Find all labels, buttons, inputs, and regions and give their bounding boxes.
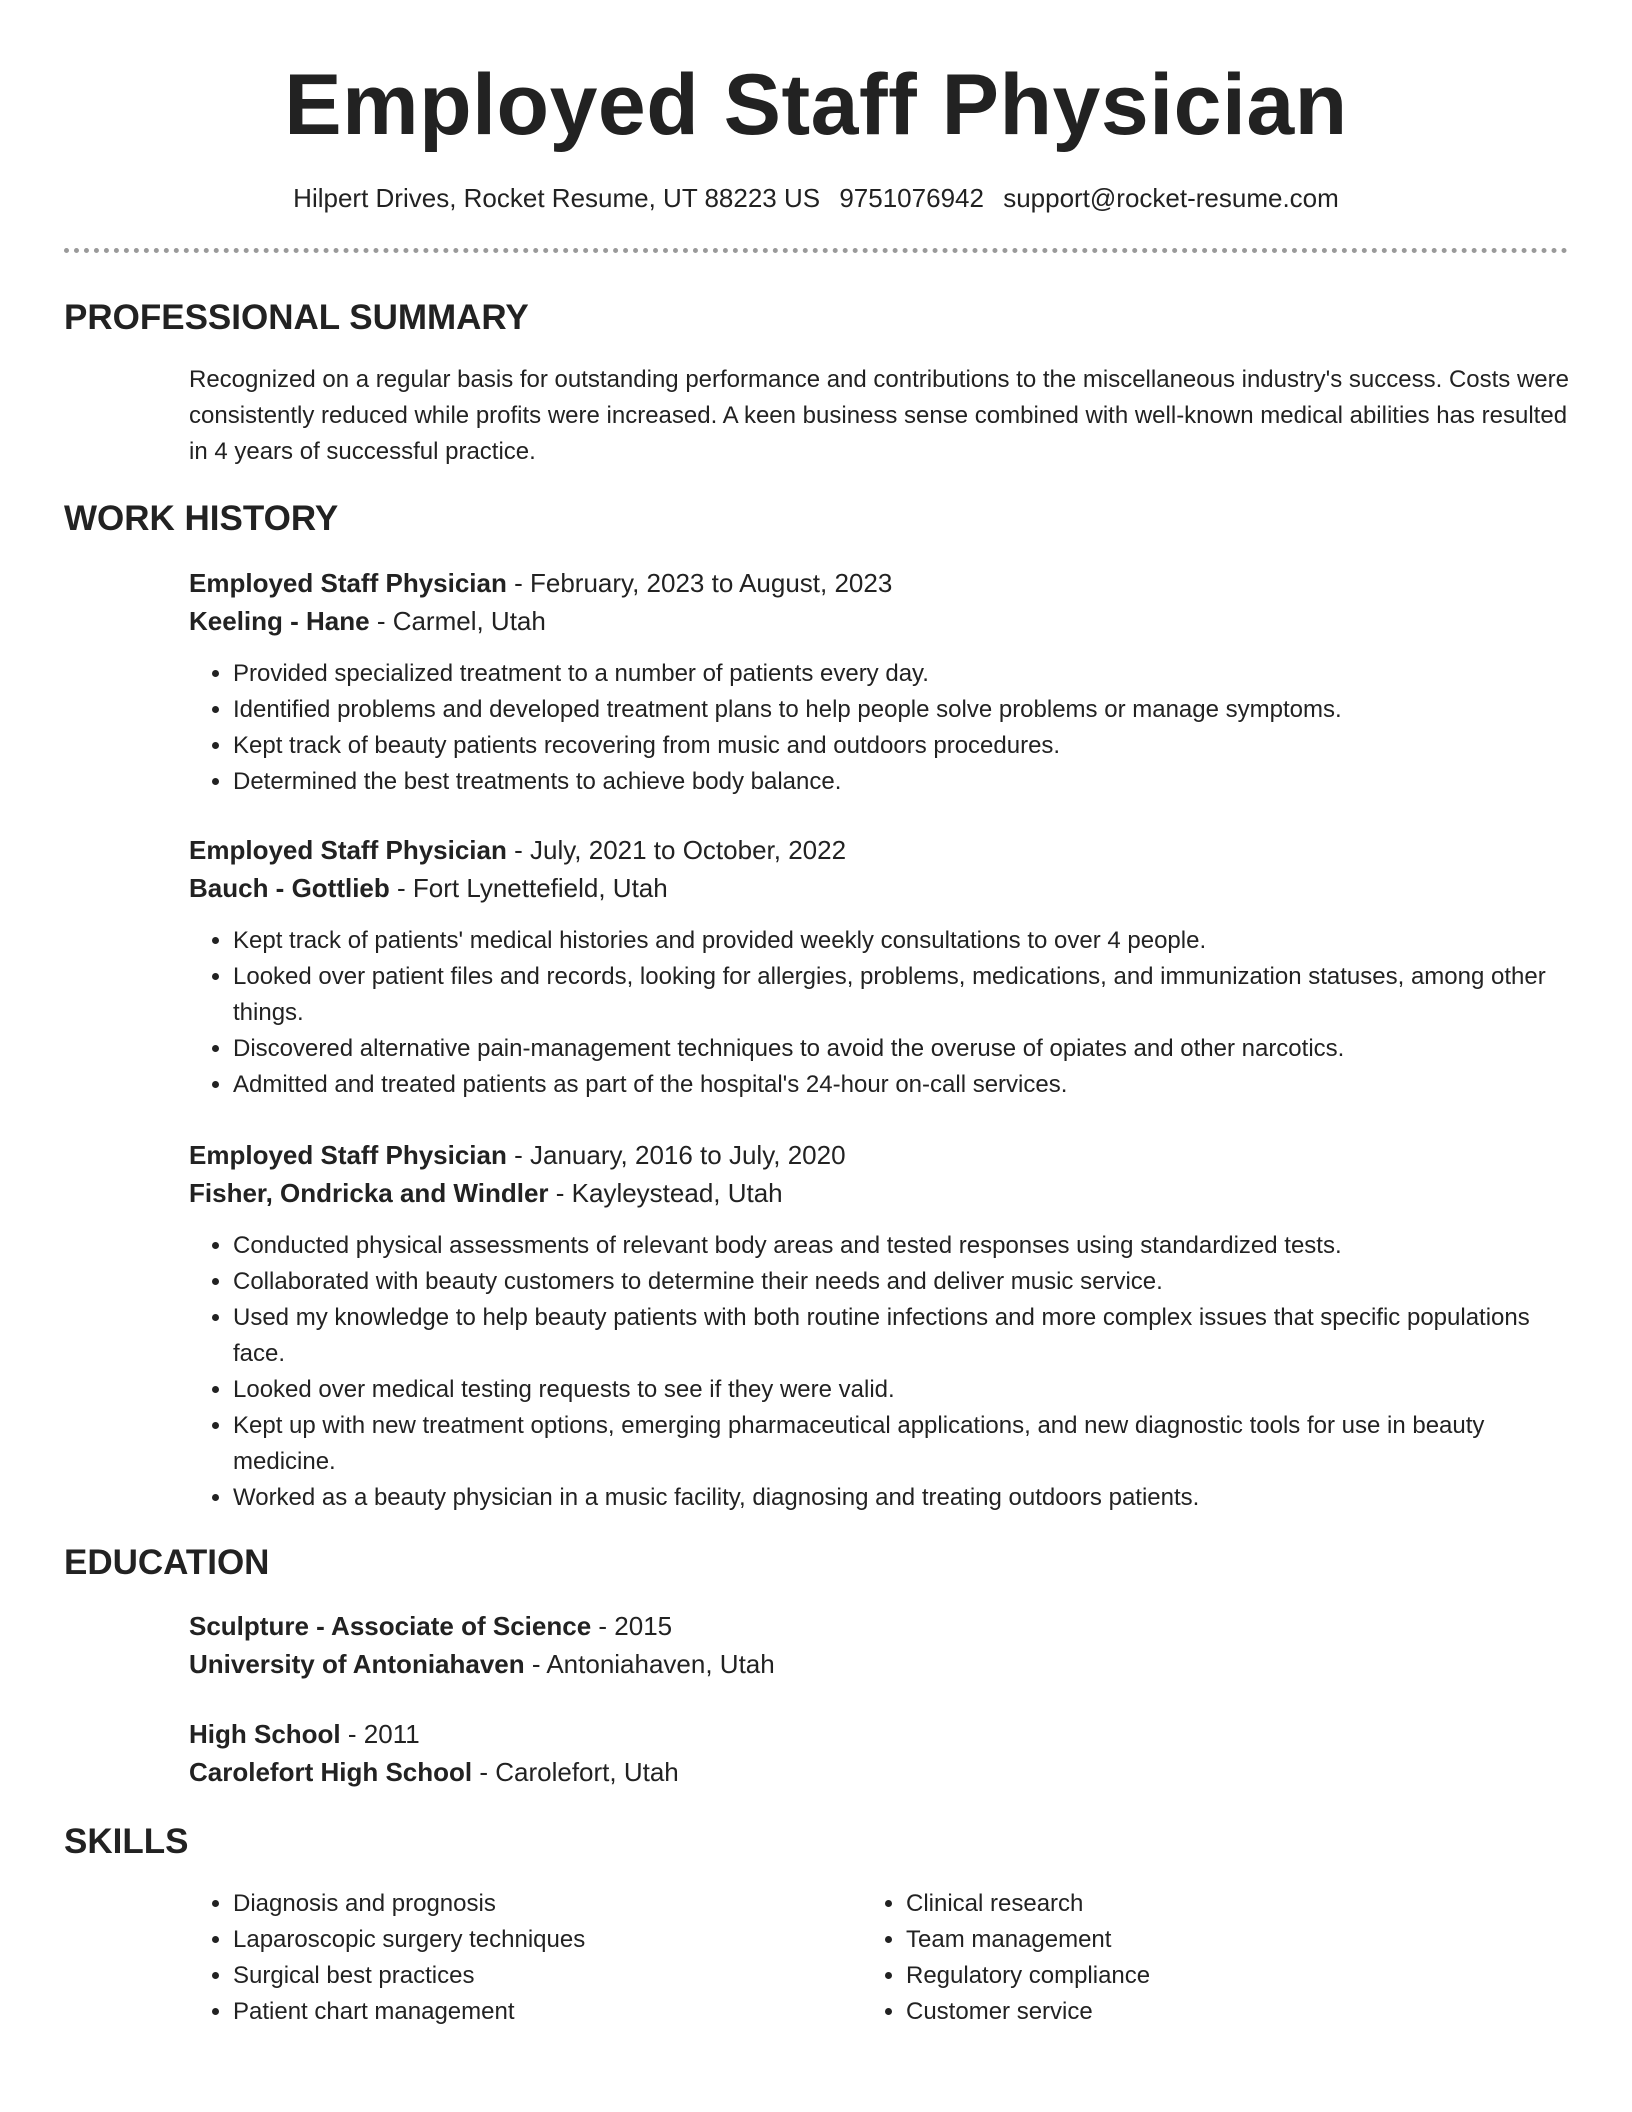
job-bullets — [189, 656, 1569, 800]
education-year: - 2015 — [591, 1611, 673, 1641]
section-title-education: EDUCATION — [64, 1543, 270, 1582]
education-location: - Carolefort, Utah — [472, 1757, 679, 1787]
section-title-skills: SKILLS — [64, 1822, 189, 1861]
job-entry — [189, 564, 1569, 640]
skill-item: • Surgical best practices — [233, 1958, 789, 1994]
contact-phone: 9751076942 — [839, 183, 984, 213]
skills-column-left — [189, 1886, 789, 2030]
education-school: University of Antoniahaven — [189, 1649, 525, 1679]
list-item: • Looked over medical testing requests to see if they were valid. — [233, 1372, 1569, 1408]
list-item: • Determined the best treatments to achieve body balance. — [233, 764, 1569, 800]
job-company-line — [189, 869, 1569, 907]
job-role: Employed Staff Physician — [189, 568, 507, 598]
education-degree-line — [189, 1715, 1569, 1753]
job-location: - Kayleystead, Utah — [548, 1178, 783, 1208]
job-dates: - February, 2023 to August, 2023 — [506, 568, 893, 598]
list-item: • Looked over patient files and records, looking for allergies, problems, medications, and immunization statuses, among other things. — [233, 959, 1569, 1031]
skill-item: • Regulatory compliance — [906, 1958, 1462, 1994]
section-title-work-history: WORK HISTORY — [64, 499, 339, 538]
education-school: Carolefort High School — [189, 1757, 473, 1787]
list-item: • Discovered alternative pain-management techniques to avoid the overuse of opiates and other narcotics. — [233, 1031, 1569, 1067]
resume-name: Employed Staff Physician — [284, 57, 1348, 153]
list-item: • Kept up with new treatment options, emerging pharmaceutical applications, and new diagnostic tools for use in beauty medicine. — [233, 1408, 1569, 1480]
skill-item: • Diagnosis and prognosis — [233, 1886, 789, 1922]
contact-line — [0, 180, 1632, 216]
job-company: Bauch - Gottlieb — [189, 873, 390, 903]
education-entry — [189, 1715, 1569, 1791]
skill-item: • Team management — [906, 1922, 1462, 1958]
education-location: - Antoniahaven, Utah — [524, 1649, 775, 1679]
job-company: Keeling - Hane — [189, 606, 370, 636]
header-divider — [64, 248, 1568, 253]
job-entry — [189, 831, 1569, 907]
education-degree: Sculpture - Associate of Science — [189, 1611, 592, 1641]
summary-text: Recognized on a regular basis for outstanding performance and contributions to the miscellaneous industry's success. Costs were consistently reduced while profits were increased. A keen business sense combined with well-known medical abilities has resulted in 4 years of successful practice. — [189, 366, 1569, 465]
education-school-line — [189, 1753, 1569, 1791]
list-item: • Collaborated with beauty customers to determine their needs and deliver music service. — [233, 1264, 1569, 1300]
education-school-line — [189, 1645, 1569, 1683]
skill-item: • Patient chart management — [233, 1994, 789, 2030]
job-role: Employed Staff Physician — [189, 835, 507, 865]
section-title-summary: PROFESSIONAL SUMMARY — [64, 298, 529, 337]
job-bullets — [189, 1228, 1569, 1516]
job-dates: - July, 2021 to October, 2022 — [506, 835, 847, 865]
education-degree: High School — [189, 1719, 341, 1749]
job-location: - Carmel, Utah — [369, 606, 546, 636]
education-entry — [189, 1607, 1569, 1683]
job-company: Fisher, Ondricka and Windler — [189, 1178, 549, 1208]
list-item: • Identified problems and developed treatment plans to help people solve problems or manage symptoms. — [233, 692, 1569, 728]
education-degree-line — [189, 1607, 1569, 1645]
skills-column-right — [862, 1886, 1462, 2030]
list-item: • Provided specialized treatment to a number of patients every day. — [233, 656, 1569, 692]
skill-item: • Customer service — [906, 1994, 1462, 2030]
education-year: - 2011 — [340, 1719, 420, 1749]
list-item: • Conducted physical assessments of relevant body areas and tested responses using standardized tests. — [233, 1228, 1569, 1264]
list-item: • Kept track of beauty patients recovering from music and outdoors procedures. — [233, 728, 1569, 764]
list-item: • Used my knowledge to help beauty patients with both routine infections and more complex issues that specific populations face. — [233, 1300, 1569, 1372]
list-item: • Admitted and treated patients as part of the hospital's 24-hour on-call services. — [233, 1067, 1569, 1103]
job-title-line — [189, 831, 1569, 869]
job-location: - Fort Lynettefield, Utah — [389, 873, 668, 903]
job-title-line — [189, 564, 1569, 602]
job-role: Employed Staff Physician — [189, 1140, 507, 1170]
list-item: • Kept track of patients' medical histories and provided weekly consultations to over 4 people. — [233, 923, 1569, 959]
job-dates: - January, 2016 to July, 2020 — [506, 1140, 846, 1170]
job-entry — [189, 1136, 1569, 1212]
skill-item: • Clinical research — [906, 1886, 1462, 1922]
skill-item: • Laparoscopic surgery techniques — [233, 1922, 789, 1958]
job-company-line — [189, 602, 1569, 640]
contact-address: Hilpert Drives, Rocket Resume, UT 88223 US — [293, 183, 821, 213]
job-title-line — [189, 1136, 1569, 1174]
job-bullets — [189, 923, 1569, 1103]
job-company-line — [189, 1174, 1569, 1212]
contact-email[interactable]: support@rocket-resume.com — [1003, 183, 1339, 213]
list-item: • Worked as a beauty physician in a music facility, diagnosing and treating outdoors patients. — [233, 1480, 1569, 1516]
